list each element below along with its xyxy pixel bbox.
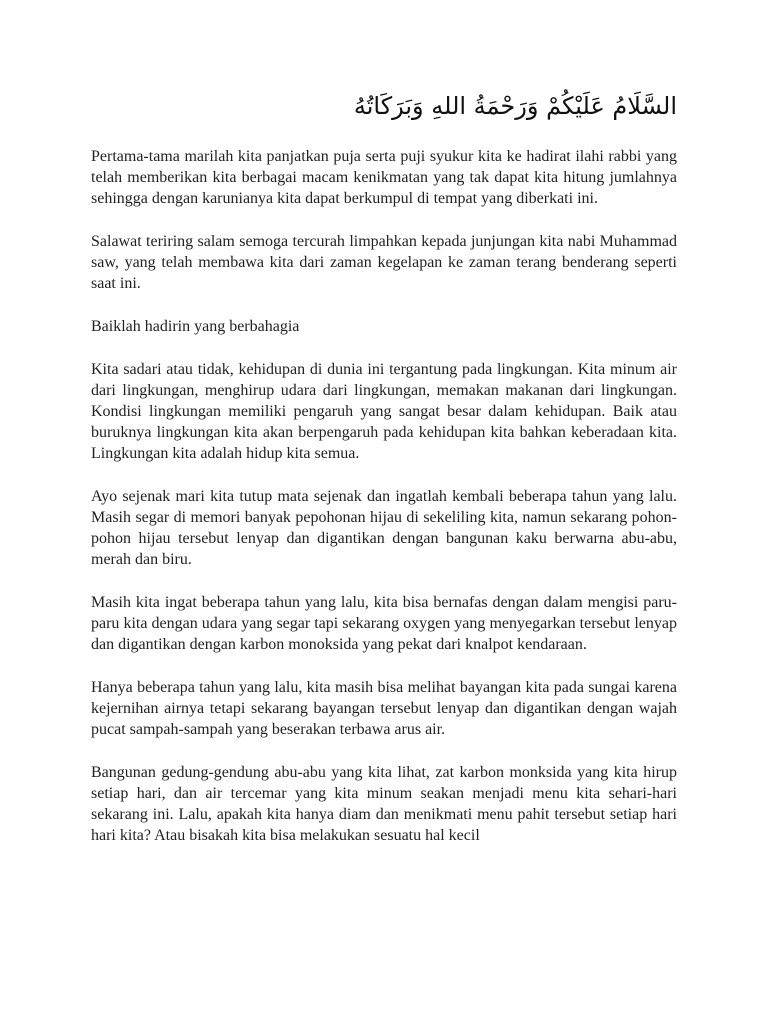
document-body bbox=[91, 82, 677, 868]
paragraph-river-memory: Hanya beberapa tahun yang lalu, kita masih bisa melihat bayangan kita pada sungai karena kejernihan airnya tetapi sekarang bayangan tersebut lenyap dan digantikan dengan wajah pucat sampah-sampah yang beserakan terbawa arus air. bbox=[91, 679, 677, 738]
arabic-greeting: السَّلَامُ عَلَيْكُمْ وَرَحْمَةُ اللهِ وَبَرَكَاتُهُ bbox=[353, 92, 677, 120]
paragraph-salawat: Salawat teriring salam semoga tercurah limpahkan kepada junjungan kita nabi Muhammad saw, yang telah membawa kita dari zaman kegelapan ke zaman terang benderang seperti saat ini. bbox=[91, 233, 677, 292]
paragraph-trees-memory: Ayo sejenak mari kita tutup mata sejenak dan ingatlah kembali beberapa tahun yang lalu. Masih segar di memori banyak pepohonan hijau di sekeliling kita, namun sekarang pohon-pohon hijau tersebut lenyap dan digantikan dengan bangunan kaku berwarna abu-abu, merah dan biru. bbox=[91, 488, 677, 568]
paragraph-air-memory: Masih kita ingat beberapa tahun yang lalu, kita bisa bernafas dengan dalam mengisi paru-paru kita dengan udara yang segar tapi sekarang oxygen yang menyegarkan tersebut lenyap dan digantikan dengan karbon monoksida yang pekat dari knalpot kendaraan. bbox=[91, 594, 677, 653]
paragraph-opening-praise: Pertama-tama marilah kita panjatkan puja serta puji syukur kita ke hadirat ilahi rabbi yang telah memberikan kita berbagai macam kenikmatan yang tak dapat kita hitung jumlahnya sehingga dengan karunianya kita dapat berkumpul di tempat yang diberkati ini. bbox=[91, 148, 677, 207]
paragraph-environment-importance: Kita sadari atau tidak, kehidupan di dunia ini tergantung pada lingkungan. Kita minum air dari lingkungan, menghirup udara dari lingkungan, memakan makanan dari lingkungan. Kondisi lingkungan memiliki pengaruh yang sangat besar dalam kehidupan. Baik atau buruknya lingkungan kita akan berpengaruh pada kehidupan kita bahkan keberadaan kita. Lingkungan kita adalah hidup kita semua. bbox=[91, 361, 677, 462]
paragraph-daily-menu: Bangunan gedung-gendung abu-abu yang kita lihat, zat karbon monksida yang kita hirup setiap hari, dan air tercemar yang kita minum seakan menjadi menu kita sehari-hari sekarang ini. Lalu, apakah kita hanya diam dan menikmati menu pahit tersebut setiap hari hari kita? Atau bisakah kita bisa melakukan sesuatu hal kecil bbox=[91, 764, 677, 844]
paragraph-address-audience: Baiklah hadirin yang berbahagia bbox=[91, 318, 300, 335]
